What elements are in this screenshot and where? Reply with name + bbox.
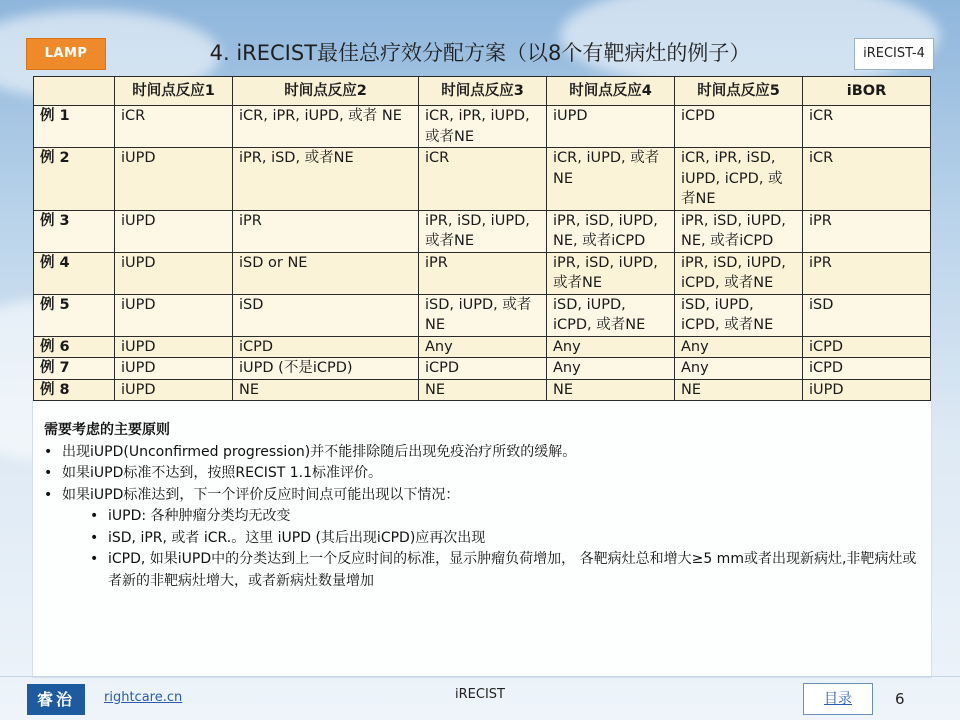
table-cell: iUPD	[115, 379, 233, 401]
table-row	[34, 294, 931, 336]
table-cell: NE	[233, 379, 419, 401]
table-cell: iUPD	[547, 106, 675, 148]
column-header	[34, 77, 115, 106]
table-cell: iUPD (不是iCPD)	[233, 358, 419, 380]
table-cell: iUPD	[115, 210, 233, 252]
bullet-list	[44, 442, 924, 507]
row-label: 例 3	[34, 210, 115, 252]
table-cell: iPR, iSD, iUPD, NE, 或者iCPD	[675, 210, 803, 252]
row-label: 例 5	[34, 294, 115, 336]
principles-notes	[44, 420, 924, 592]
row-label: 例 7	[34, 358, 115, 380]
table-cell: iCPD	[803, 358, 931, 380]
table-row	[34, 106, 931, 148]
table-row	[34, 336, 931, 358]
sub-bullet-item: • iUPD: 各种肿瘤分类均无改变	[90, 506, 924, 528]
table-cell: iUPD	[115, 294, 233, 336]
table-cell: iUPD	[115, 252, 233, 294]
table-cell: iSD, iUPD, iCPD, 或者NE	[675, 294, 803, 336]
table-cell: Any	[547, 358, 675, 380]
column-header: iBOR	[803, 77, 931, 106]
table-cell: iCR	[419, 148, 547, 211]
row-label: 例 8	[34, 379, 115, 401]
table-cell: iSD or NE	[233, 252, 419, 294]
toc-button[interactable]: 目录	[803, 683, 873, 715]
table-cell: iCR	[803, 148, 931, 211]
row-label: 例 6	[34, 336, 115, 358]
lamp-badge: LAMP	[26, 38, 106, 70]
bullet-item: • 出现iUPD(Unconfirmed progression)并不能排除随后出现免疫治疗所致的缓解。	[44, 442, 924, 464]
table-row	[34, 358, 931, 380]
table-cell: Any	[547, 336, 675, 358]
table-cell: iPR	[803, 210, 931, 252]
table-cell: Any	[419, 336, 547, 358]
company-logo: 睿治	[27, 684, 85, 715]
table-cell: iCPD	[803, 336, 931, 358]
table-cell: iPR, iSD, iUPD, 或者NE	[419, 210, 547, 252]
table-cell: iSD	[803, 294, 931, 336]
table-cell: iPR	[233, 210, 419, 252]
table-cell: iUPD	[115, 336, 233, 358]
table-row	[34, 148, 931, 211]
footer-divider	[0, 676, 960, 677]
row-label: 例 4	[34, 252, 115, 294]
table-cell: iPR	[803, 252, 931, 294]
table-cell: Any	[675, 358, 803, 380]
row-label: 例 2	[34, 148, 115, 211]
column-header: 时间点反应2	[233, 77, 419, 106]
website-link[interactable]: rightcare.cn	[104, 690, 183, 705]
table-cell: Any	[675, 336, 803, 358]
footer-title: iRECIST	[455, 687, 505, 702]
page-number: 6	[895, 690, 905, 708]
table-cell: NE	[419, 379, 547, 401]
column-header: 时间点反应1	[115, 77, 233, 106]
sub-bullet-item: • iCPD, 如果iUPD中的分类达到上一个反应时间的标准，显示肿瘤负荷增加， 各靶病灶总和增大≥5 mm或者出现新病灶,非靶病灶或者新的非靶病灶增大，或者新病灶数量增加	[90, 549, 924, 592]
table-cell: iPR, iSD, 或者NE	[233, 148, 419, 211]
table-cell: iSD	[233, 294, 419, 336]
response-table	[33, 76, 931, 401]
table-cell: iCPD	[419, 358, 547, 380]
table-cell: iSD, iUPD, iCPD, 或者NE	[547, 294, 675, 336]
table-cell: iCR	[803, 106, 931, 148]
section-tag: iRECIST-4	[854, 38, 934, 70]
table-cell: iCR, iPR, iSD, iUPD, iCPD, 或者NE	[675, 148, 803, 211]
bullet-item: • 如果iUPD标准达到，下一个评价反应时间点可能出现以下情况：	[44, 485, 924, 507]
column-header: 时间点反应4	[547, 77, 675, 106]
notes-heading: 需要考虑的主要原则	[44, 422, 170, 438]
table-cell: iCR, iPR, iUPD, 或者NE	[419, 106, 547, 148]
row-label: 例 1	[34, 106, 115, 148]
table-cell: iPR, iSD, iUPD, iCPD, 或者NE	[675, 252, 803, 294]
table-header-row	[34, 77, 931, 106]
table-cell: iCR, iPR, iUPD, 或者 NE	[233, 106, 419, 148]
table-cell: iPR, iSD, iUPD, NE, 或者iCPD	[547, 210, 675, 252]
page-title: 4. iRECIST最佳总疗效分配方案（以8个有靶病灶的例子）	[209, 41, 751, 65]
sub-bullet-item: • iSD, iPR, 或者 iCR.。这里 iUPD (其后出现iCPD)应再次出现	[90, 528, 924, 550]
table-cell: iSD, iUPD, 或者 NE	[419, 294, 547, 336]
column-header: 时间点反应5	[675, 77, 803, 106]
table-cell: NE	[675, 379, 803, 401]
sub-bullet-list	[44, 506, 924, 592]
table-cell: iCPD	[233, 336, 419, 358]
column-header: 时间点反应3	[419, 77, 547, 106]
table-cell: iCPD	[675, 106, 803, 148]
table-row	[34, 379, 931, 401]
table-cell: iUPD	[115, 358, 233, 380]
bullet-item: • 如果iUPD标准不达到，按照RECIST 1.1标准评价。	[44, 463, 924, 485]
table-cell: iUPD	[803, 379, 931, 401]
table-cell: iPR, iSD, iUPD, 或者NE	[547, 252, 675, 294]
table-row	[34, 210, 931, 252]
table-cell: iPR	[419, 252, 547, 294]
table-cell: iCR, iUPD, 或者 NE	[547, 148, 675, 211]
table-cell: NE	[547, 379, 675, 401]
table-cell: iCR	[115, 106, 233, 148]
table-cell: iUPD	[115, 148, 233, 211]
table-row	[34, 252, 931, 294]
